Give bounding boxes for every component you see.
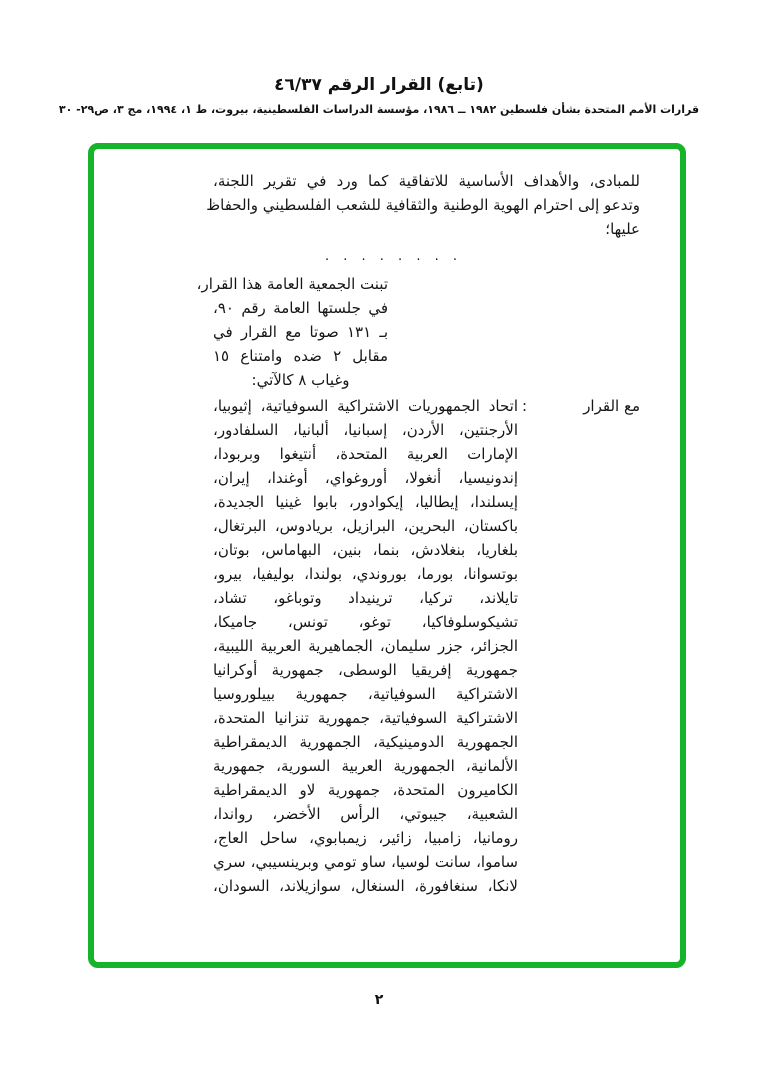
page-header xyxy=(0,74,758,117)
text-line: بلغاريا، بنغلادش، بنما، بنين، البهاماس، بوتان، xyxy=(213,541,518,559)
text-line: بـ ١٣١ صوتا مع القرار في xyxy=(213,323,388,341)
vote-label xyxy=(522,394,640,418)
green-frame xyxy=(88,143,686,968)
text-line: الاشتراكية السوفياتية، جمهورية تنزانيا المتحدة، xyxy=(213,709,518,727)
text-line: الشعبية، جيبوتي، الرأس الأخضر، رواندا، xyxy=(213,805,518,823)
vote-label-text: مع القرار xyxy=(583,397,640,415)
text-line: إندونيسيا، أنغولا، أوروغواي، أوغندا، إيران، xyxy=(213,469,518,487)
text-line: الألمانية، الجمهورية العربية السورية، جمهورية xyxy=(213,757,518,775)
text-line: الجزائر، جزر سليمان، الجماهيرية العربية الليبية، xyxy=(213,637,518,655)
text-line: في جلستها العامة رقم ٩٠، xyxy=(213,299,388,317)
page-number: ٢ xyxy=(374,992,384,1008)
text-line: للمبادى، والأهداف الأساسية للاتفاقية كما ورد في تقرير اللجنة، xyxy=(213,172,640,190)
vote-in-favour-block xyxy=(213,394,640,898)
text-line: الأرجنتين، الأردن، إسبانيا، ألبانيا، السلفادور، xyxy=(213,421,518,439)
text-line: وغياب ٨ كالآتي: xyxy=(251,371,350,389)
text-line: وتدعو إلى احترام الهوية الوطنية والثقافية للشعب الفلسطيني والحفاظ xyxy=(206,196,640,214)
text-line: لانكا، سنغافورة، السنغال، سوازيلاند، السودان، xyxy=(213,877,518,895)
text-line: بوتسوانا، بورما، بوروندي، بولندا، بوليفيا، بيرو، xyxy=(213,565,518,583)
text-line: تشيكوسلوفاكيا، توغو، تونس، جاميكا، xyxy=(213,613,518,631)
text-line: رومانيا، زامبيا، زائير، زيمبابوي، ساحل العاج، xyxy=(213,829,518,847)
text-line: الاشتراكية السوفياتية، جمهورية بييلوروسيا xyxy=(213,685,518,703)
text-line: ساموا، سانت لوسيا، ساو تومي وبرينسيبي، سري xyxy=(213,853,518,871)
dots-separator: . . . . . . . . xyxy=(325,249,459,264)
text-line: باكستان، البحرين، البرازيل، بريادوس، البرتغال، xyxy=(213,517,518,535)
text-line: الجمهورية الدومينيكية، الجمهورية الديمقراطية xyxy=(213,733,518,751)
countries-list xyxy=(213,394,518,898)
paragraph-adoption-result xyxy=(196,272,388,392)
document-body-text xyxy=(196,169,640,898)
text-line: الإمارات العربية المتحدة، أنتيغوا وبربودا، xyxy=(213,445,518,463)
text-line: جمهورية إفريقيا الوسطى، جمهورية أوكرانيا xyxy=(213,661,518,679)
text-line: اتحاد الجمهوريات الاشتراكية السوفياتية، إثيوبيا، xyxy=(213,397,518,415)
text-line: عليها؛ xyxy=(605,220,640,238)
paragraph-treaty-principles xyxy=(206,169,640,241)
source-citation: قرارات الأمم المتحدة بشأن فلسطين ١٩٨٢ ــ ١٩٨٦، مؤسسة الدراسات الفلسطينية، بيروت، ط ١، ١٩٩٤، مج ٣، ص٢٩- ٣٠ xyxy=(58,103,700,116)
text-line: إيسلندا، إيطاليا، إيكوادور، بابوا غينيا الجديدة، xyxy=(213,493,518,511)
text-line: تايلاند، تركيا، ترينيداد وتوباغو، تشاد، xyxy=(213,589,518,607)
text-line: الكاميرون المتحدة، جمهورية لاو الديمقراطية xyxy=(213,781,518,799)
text-line: مقابل ٢ ضده وامتناع ١٥ xyxy=(213,347,388,365)
text-line: تبنت الجمعية العامة هذا القرار، xyxy=(196,275,388,293)
resolution-title: (تابع) القرار الرقم ٤٦/٣٧ xyxy=(274,75,484,95)
vote-label-colon: : xyxy=(522,397,528,415)
